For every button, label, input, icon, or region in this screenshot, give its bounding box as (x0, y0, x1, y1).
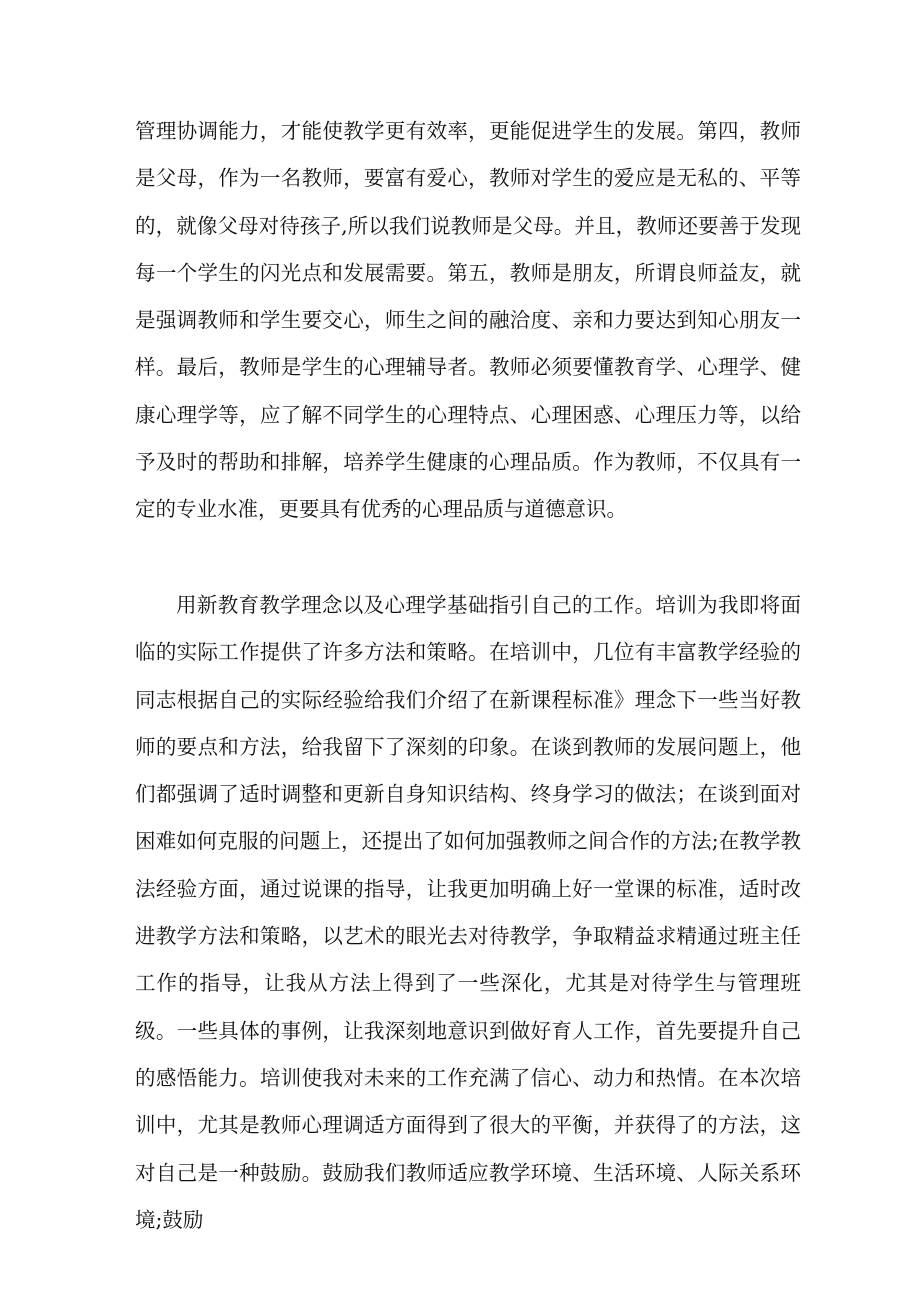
paragraph-training-reflection: 用新教育教学理念以及心理学基础指引自己的工作。培训为我即将面临的实际工作提供了许多方法和策略。在培训中，几位有丰富教学经验的同志根据自己的实际经验给我们介绍了在新课程标准》理念下一些当好教师的要点和方法，给我留下了深刻的印象。在谈到教师的发展问题上，他们都强调了适时调整和更新自身知识结构、终身学习的做法；在谈到面对困难如何克服的问题上，还提出了如何加强教师之间合作的方法;在教学教法经验方面，通过说课的指导，让我更加明确上好一堂课的标准，适时改进教学方法和策略，以艺术的眼光去对待教学，争取精益求精通过班主任工作的指导，让我从方法上得到了一些深化，尤其是对待学生与管理班级。一些具体的事例，让我深刻地意识到做好育人工作，首先要提升自己的感悟能力。培训使我对未来的工作充满了信心、动力和热情。在本次培训中，尤其是教师心理调适方面得到了很大的平衡，并获得了的方法，这对自己是一种鼓励。鼓励我们教师适应教学环境、生活环境、人际关系环境;鼓励 (135, 593, 801, 1232)
paragraph-continuation: 管理协调能力，才能使教学更有效率，更能促进学生的发展。第四，教师是父母，作为一名教师，要富有爱心，教师对学生的爱应是无私的、平等的，就像父母对待孩子,所以我们说教师是父母。并且，教师还要善于发现每一个学生的闪光点和发展需要。第五，教师是朋友，所谓良师益友，就是强调教师和学生要交心，师生之间的融洽度、亲和力要达到知心朋友一样。最后，教师是学生的心理辅导者。教师必须要懂教育学、心理学、健康心理学等，应了解不同学生的心理特点、心理困惑、心理压力等，以给予及时的帮助和排解，培养学生健康的心理品质。作为教师，不仅具有一定的专业水准，更要具有优秀的心理品质与道德意识。 (135, 119, 801, 522)
